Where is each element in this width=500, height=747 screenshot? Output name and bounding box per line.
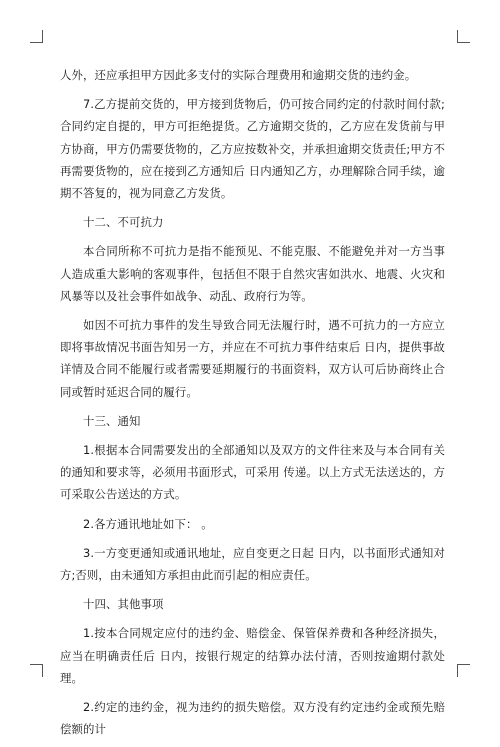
- paragraph-other-1: 1.按本合同规定应付的违约金、赔偿金、保管保养费和各种经济损失，应当在明确责任后 日内，按银行规定的结算办法付清，否则按逾期付款处理。: [60, 626, 445, 685]
- crop-mark-top-left: [30, 30, 43, 43]
- paragraph-notice-3: 3.一方变更通知或通讯地址，应自变更之日起 日内，以书面形式通知对方;否则，由未通知方承担由此而引起的相应责任。: [60, 545, 445, 583]
- paragraph-force-majeure-definition: 本合同所称不可抗力是指不能预见、不能克服、不能避免并对一方当事人造成重大影响的客观事件，包括但不限于自然灾害如洪水、地震、火灾和风暴等以及社会事件如战争、动乱、政府行为等。: [60, 244, 445, 303]
- document-body: [60, 64, 445, 747]
- paragraph-early-delivery: 7.乙方提前交货的，甲方接到货物后，仍可按合同约定的付款时间付款;合同约定自提的，甲方可拒绝提货。乙方逾期交货的，乙方应在发货前与甲方协商，甲方仍需要货物的，乙方应按数补交，并承担逾期交货责任;甲方不再需要货物的，应在接到乙方通知后 日内通知乙方，办理解除合同手续，逾期不答复的，视为同意乙方发货。: [60, 97, 445, 201]
- paragraph-continuation: 人外，还应承担甲方因此多支付的实际合理费用和逾期交货的违约金。: [60, 68, 417, 82]
- paragraph-force-majeure-notice: 如因不可抗力事件的发生导致合同无法履行时，遇不可抗力的一方应立即将事故情况书面告知另一方，并应在不可抗力事件结束后 日内，提供事故详情及合同不能履行或者需要延期履行的书面资料，双方认可后协商终止合同或暂时延迟合同的履行。: [60, 318, 445, 399]
- section-heading-other-matters: 十四、其他事项: [83, 597, 164, 612]
- crop-mark-bottom-left: [30, 664, 43, 677]
- section-heading-force-majeure: 十二、不可抗力: [83, 215, 164, 230]
- paragraph-notice-2: 2.各方通讯地址如下： 。: [83, 516, 213, 531]
- section-heading-notice: 十三、通知: [83, 413, 141, 428]
- crop-mark-top-right: [457, 30, 470, 43]
- paragraph-other-2: 2.约定的违约金，视为违约的损失赔偿。双方没有约定违约金或预先赔偿额的计: [60, 700, 445, 737]
- crop-mark-bottom-right: [457, 664, 470, 677]
- paragraph-notice-1: 1.根据本合同需要发出的全部通知以及双方的文件往来及与本合同有关的通知和要求等，必须用书面形式，可采用 传递。以上方式无法送达的，方可采取公告送达的方式。: [60, 443, 445, 502]
